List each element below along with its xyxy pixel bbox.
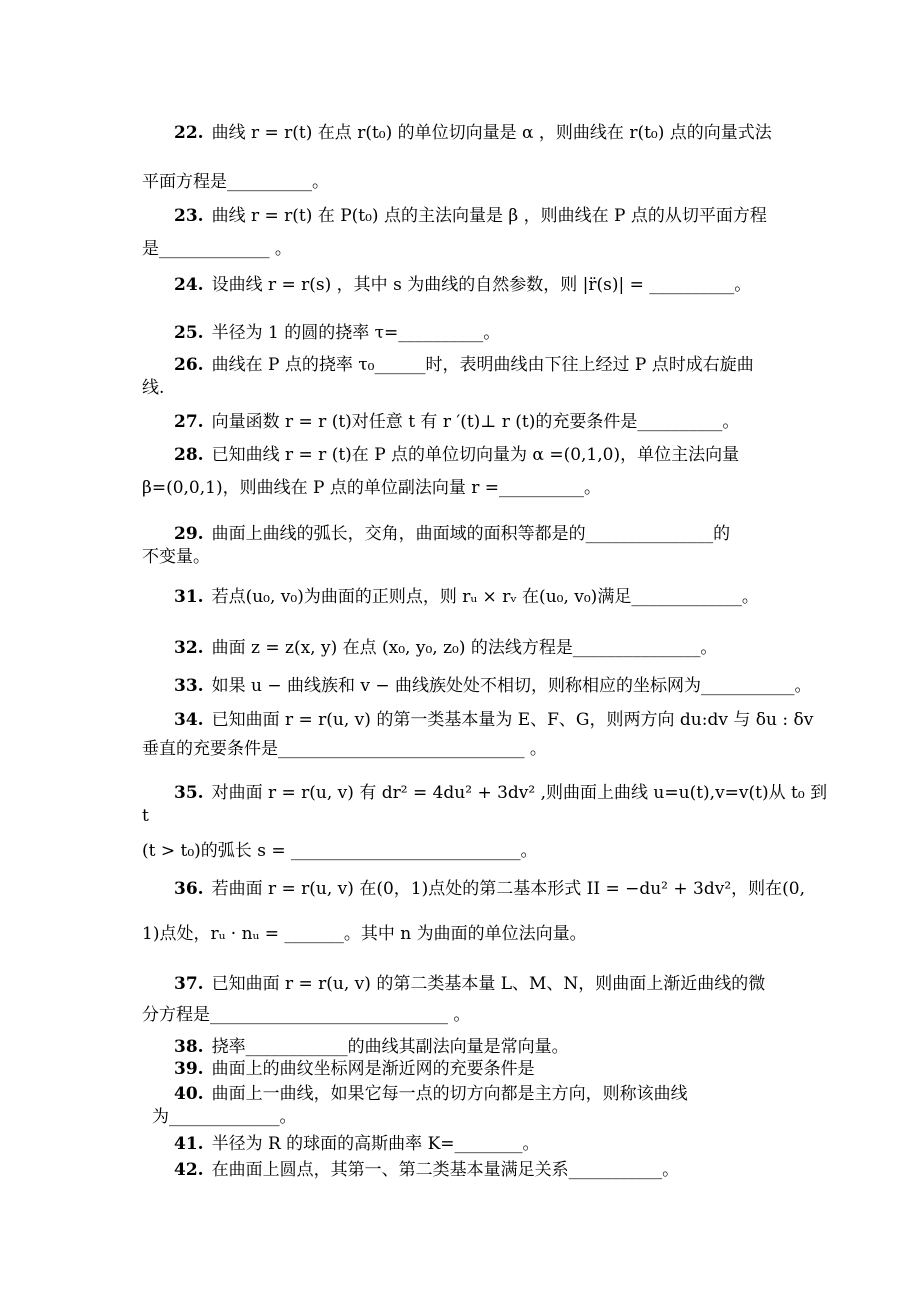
question-number: 41. <box>174 1134 204 1154</box>
question-text-continued: 垂直的充要条件是_____________________________ 。 <box>142 738 547 759</box>
question-text: 已知曲线 r = r (t)在 P 点的单位切向量为 α =(0,1,0)，单位主法向量 <box>211 445 740 465</box>
question-number: 39. <box>174 1059 204 1079</box>
question-text: 如果 u − 曲线族和 v − 曲线族处处不相切，则称相应的坐标网为___________。 <box>211 676 812 696</box>
question-text-continued: 为_____________。 <box>152 1106 297 1127</box>
question-number: 28. <box>174 445 204 465</box>
question-number: 23. <box>174 206 204 226</box>
question-number: 36. <box>174 879 204 899</box>
question-text-continued: 平面方程是__________。 <box>142 171 329 192</box>
question-25 <box>142 322 828 345</box>
question-number: 32. <box>174 638 204 658</box>
question-text: 半径为 R 的球面的高斯曲率 K=________。 <box>211 1134 540 1154</box>
question-text: 半径为 1 的圆的挠率 τ=__________。 <box>211 323 501 343</box>
question-38 <box>142 1036 828 1059</box>
question-number: 27. <box>174 412 204 432</box>
question-27 <box>142 411 828 434</box>
question-number: 34. <box>174 710 204 730</box>
question-number: 33. <box>174 676 204 696</box>
question-text-continued: 分方程是____________________________ 。 <box>142 1004 471 1025</box>
question-28 <box>142 444 828 500</box>
question-number: 37. <box>174 974 204 994</box>
question-number: 24. <box>174 275 204 295</box>
question-text: 曲线在 P 点的挠率 τ₀______时，表明曲线由下往上经过 P 点时成右旋曲 <box>211 355 754 375</box>
question-text: 在曲面上圆点，其第一、第二类基本量满足关系___________。 <box>211 1160 680 1180</box>
question-text: 曲面上曲线的弧长，交角，曲面域的面积等都是的_______________的 <box>211 524 731 544</box>
question-text: 已知曲面 r = r(u, v) 的第二类基本量 L、M、N，则曲面上渐近曲线的微 <box>211 974 766 994</box>
question-number: 42. <box>174 1160 204 1180</box>
question-36 <box>142 878 828 946</box>
question-text-continued: 是_____________ 。 <box>142 238 292 259</box>
question-text: 若点(u₀, v₀)为曲面的正则点，则 rᵤ × rᵥ 在(u₀, v₀)满足_____________。 <box>211 587 759 607</box>
question-35 <box>142 782 828 863</box>
question-31 <box>142 586 828 609</box>
question-text: 若曲面 r = r(u, v) 在(0，1)点处的第二基本形式 II = −du² + 3dv²，则在(0, <box>211 879 806 899</box>
question-text: 曲线 r = r(t) 在点 r(t₀) 的单位切向量是 α ，则曲线在 r(t₀) 点的向量式法 <box>211 123 772 143</box>
question-number: 38. <box>174 1037 204 1057</box>
question-33 <box>142 675 828 698</box>
question-text: 曲线 r = r(t) 在 P(t₀) 点的主法向量是 β ，则曲线在 P 点的从切平面方程 <box>211 206 767 226</box>
question-text-continued: (t > t₀)的弧长 s = ___________________________。 <box>142 840 538 861</box>
question-number: 40. <box>174 1084 204 1104</box>
question-26 <box>142 354 828 400</box>
question-32 <box>142 637 828 660</box>
question-23 <box>142 205 828 261</box>
question-40 <box>142 1083 828 1129</box>
question-number: 22. <box>174 123 204 143</box>
question-number: 26. <box>174 355 204 375</box>
question-22 <box>142 122 828 194</box>
question-number: 31. <box>174 587 204 607</box>
question-text: 向量函数 r = r (t)对任意 t 有 r ′(t)⊥ r (t)的充要条件是__________。 <box>211 412 740 432</box>
question-text-continued: 线. <box>142 377 165 398</box>
question-text: 曲面 z = z(x, y) 在点 (x₀, y₀, z₀) 的法线方程是_______________。 <box>211 638 718 658</box>
question-24 <box>142 274 828 297</box>
question-text-continued: 1)点处，rᵤ · nᵤ = _______。其中 n 为曲面的单位法向量。 <box>142 923 587 944</box>
question-number: 29. <box>174 524 204 544</box>
question-29 <box>142 523 828 569</box>
question-text: 曲面上的曲纹坐标网是渐近网的充要条件是 <box>211 1059 535 1079</box>
question-number: 25. <box>174 323 204 343</box>
question-42 <box>142 1159 828 1182</box>
question-text-continued: β=(0,0,1)，则曲线在 P 点的单位副法向量 r =__________。 <box>142 477 602 498</box>
question-37 <box>142 973 828 1027</box>
question-text: 曲面上一曲线，如果它每一点的切方向都是主方向，则称该曲线 <box>211 1084 688 1104</box>
question-text: 已知曲面 r = r(u, v) 的第一类基本量为 E、F、G，则两方向 du:dv 与 δu : δv <box>211 710 814 730</box>
question-41 <box>142 1133 828 1156</box>
question-text: 设曲线 r = r(s) ，其中 s 为曲线的自然参数，则 |r̈(s)| = __________。 <box>211 275 752 295</box>
question-text-continued: 不变量。 <box>142 546 210 567</box>
question-text: 挠率____________的曲线其副法向量是常向量。 <box>211 1037 569 1057</box>
question-text: 对曲面 r = r(u, v) 有 dr² = 4du² + 3dv² ,则曲面上曲线 u=u(t),v=v(t)从 t₀ 到 t <box>142 783 828 826</box>
question-34 <box>142 709 828 761</box>
question-39 <box>142 1058 828 1081</box>
question-number: 35. <box>174 783 204 803</box>
